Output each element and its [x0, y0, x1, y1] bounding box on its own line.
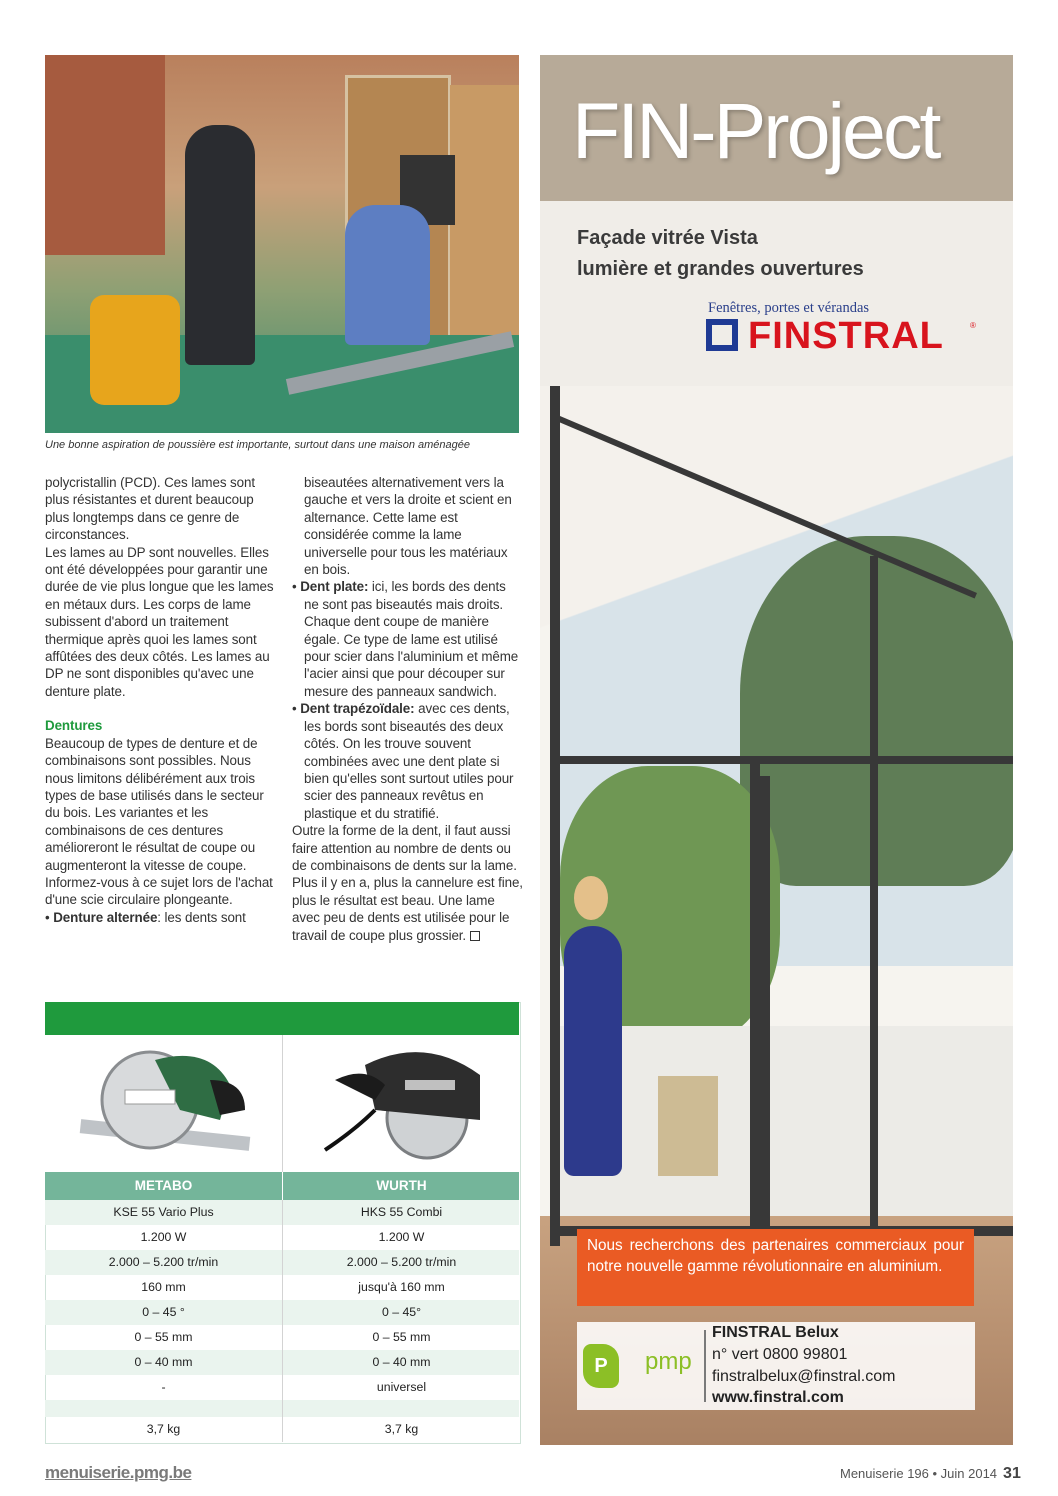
- table-row: 0 – 45 ° 0 – 45°: [45, 1300, 519, 1325]
- table-row: KSE 55 Vario Plus HKS 55 Combi: [45, 1200, 519, 1225]
- table-row: [45, 1400, 519, 1417]
- contact-email[interactable]: finstralbelux@finstral.com: [712, 1368, 896, 1385]
- paragraph: biseautées alternativement vers la gauche et vers la droite et scient en alternance. Cette lame est considérée comme la lame universelle pour tous les matériaux en bois.: [304, 475, 512, 578]
- paragraph: Informez-vous à ce sujet lors de l'achat d'une scie circulaire plongeante.: [45, 874, 273, 908]
- interior-photo: [540, 386, 1013, 1445]
- workshop-photo: [45, 55, 519, 433]
- table-header-bar: [45, 1002, 519, 1035]
- pmp-logo-icon: P: [583, 1344, 619, 1388]
- finstral-tagline: Fenêtres, portes et vérandas: [708, 300, 870, 316]
- bullet-item: • Denture alternée: les dents sont: [45, 909, 246, 925]
- ad-subtitle: Façade vitrée Vista: [577, 227, 758, 249]
- article-column-2: [292, 474, 524, 944]
- ad-title: FIN-Project: [572, 86, 939, 175]
- saw-wurth-icon: [315, 1040, 505, 1165]
- contact-name: FINSTRAL Belux: [712, 1324, 839, 1341]
- paragraph: polycristallin (PCD). Ces lames sont plus résistantes et durent beaucoup plus longtemps dans ce genre de circonstances.: [45, 475, 255, 543]
- photo-caption: Une bonne aspiration de poussière est importante, surtout dans une maison aménagée: [45, 439, 470, 451]
- article-column-1: [45, 474, 275, 926]
- saw-metabo-icon: [70, 1040, 260, 1165]
- table-row: 0 – 55 mm 0 – 55 mm: [45, 1325, 519, 1350]
- bullet-item: • Dent plate: ici, les bords des dents ne sont pas biseautés mais droits. Chaque dent coupe de manière égale. Ce type de lame est utilisé pour scier dans l'aluminium et même l'acier ainsi que pour découper sur mesure des panneaux sandwich.: [292, 579, 519, 699]
- brand-metabo: METABO: [134, 1178, 193, 1193]
- product-images: [45, 1035, 519, 1172]
- end-mark-icon: [470, 931, 480, 941]
- page-number: 31: [1003, 1465, 1021, 1482]
- table-row: 160 mm jusqu'à 160 mm: [45, 1275, 519, 1300]
- finstral-square-icon: [706, 319, 738, 351]
- table-row: - universel: [45, 1375, 519, 1400]
- table-row: 3,7 kg 3,7 kg: [45, 1417, 519, 1442]
- pmp-logo-text: pmp: [645, 1348, 692, 1375]
- contact-box: [577, 1322, 975, 1410]
- footer-issue: Menuiserie 196 • Juin 2014 31: [840, 1465, 1021, 1482]
- contact-website[interactable]: www.finstral.com: [712, 1389, 844, 1406]
- brand-row: [45, 1172, 519, 1200]
- table-row: 1.200 W 1.200 W: [45, 1225, 519, 1250]
- table-row: 0 – 40 mm 0 – 40 mm: [45, 1350, 519, 1375]
- ad-title-band: [540, 55, 1013, 201]
- contact-phone: n° vert 0800 99801: [712, 1346, 848, 1363]
- paragraph: Outre la forme de la dent, il faut aussi faire attention au nombre de dents ou de combinaisons de dents sur la lame. Plus il y en a, plus la cannelure est fine, plus le résultat est beau. Une lame avec peu de dents est utilisée pour le travail de coupe plus grossier.: [292, 823, 523, 943]
- paragraph: Les lames au DP sont nouvelles. Elles ont été développées pour garantir une durée de vie plus longue que les lames en métaux durs. Les corps de lame subissent d'abord un traitement thermique après quoi les lames sont affûtées des deux côtés. Les lames au DP ne sont disponibles qu'avec une denture plate.: [45, 544, 274, 699]
- bullet-item: • Dent trapézoïdale: avec ces dents, les bords sont biseautés des deux côtés. On les trouve souvent combinées avec une dent plate si bien qu'elles sont surtout utiles pour scier des panneaux revêtus en plastique et du stratifié.: [292, 701, 514, 821]
- partner-notice: Nous recherchons des partenaires commerciaux pour notre nouvelle gamme révolutionnaire en aluminium.: [577, 1229, 974, 1306]
- finstral-advertisement: FIN-Project Façade vitrée Vista lumière et grandes ouvertures Fenêtres, portes et vérandas FINSTRAL ® Nous recherchons des partenaires commerciaux pour notre nouvelle gamme révolutionnaire en aluminium. P pmp FINSTRAL Belux n° vert 0800 99801 finstralbelux@finstral.com www.finstral.com: [540, 55, 1013, 1445]
- footer-site-link[interactable]: menuiserie.pmg.be: [45, 1463, 192, 1482]
- brand-wurth: WURTH: [282, 1172, 520, 1200]
- section-heading: Dentures: [45, 718, 103, 734]
- paragraph: Beaucoup de types de denture et de combinaisons sont possibles. Nous nous limitons délibérément aux trois types de base utilisés dans le secteur du bois. Les variantes et les combinaisons de ces dentures amélioreront le résultat de coupe ou augmenteront la vitesse de coupe.: [45, 735, 264, 873]
- ad-subtitle: lumière et grandes ouvertures: [577, 258, 864, 280]
- table-row: 2.000 – 5.200 tr/min 2.000 – 5.200 tr/min: [45, 1250, 519, 1275]
